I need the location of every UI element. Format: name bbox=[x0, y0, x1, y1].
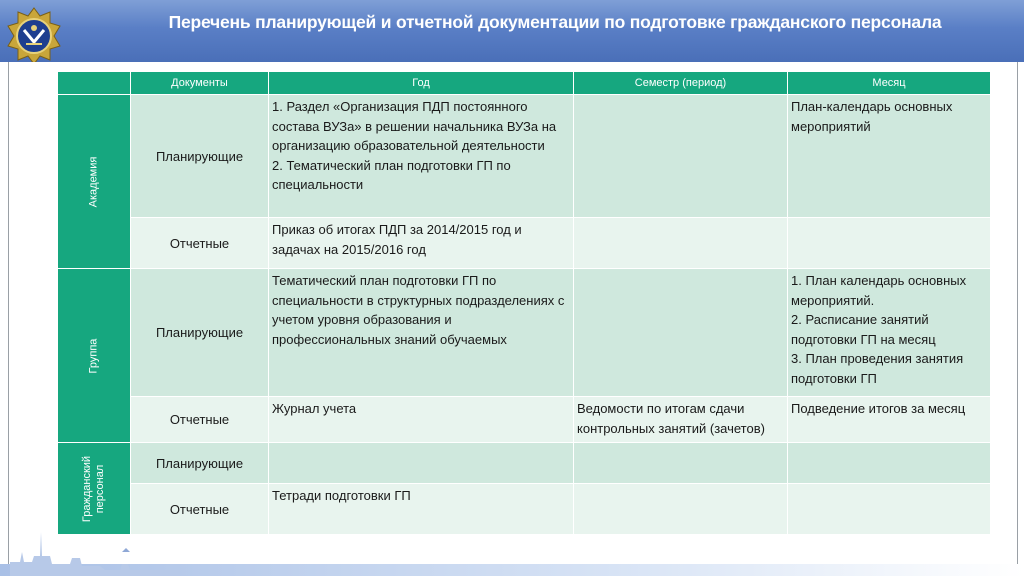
table-row bbox=[58, 443, 991, 484]
documentation-table bbox=[57, 71, 991, 535]
year-cell bbox=[269, 443, 574, 484]
month-cell bbox=[788, 484, 991, 535]
month-cell bbox=[788, 218, 991, 269]
semester-cell bbox=[574, 269, 788, 397]
month-cell: Подведение итогов за месяц bbox=[788, 397, 991, 443]
group-label-academy: Академия bbox=[58, 95, 131, 269]
header-year: Год bbox=[269, 72, 574, 95]
semester-cell bbox=[574, 95, 788, 218]
month-cell bbox=[788, 443, 991, 484]
semester-cell bbox=[574, 484, 788, 535]
year-cell: Тетради подготовки ГП bbox=[269, 484, 574, 535]
doc-type-cell: Отчетные bbox=[131, 218, 269, 269]
header-month: Месяц bbox=[788, 72, 991, 95]
table-row bbox=[58, 484, 991, 535]
semester-cell: Ведомости по итогам сдачи контрольных занятий (зачетов) bbox=[574, 397, 788, 443]
academy-emblem-icon bbox=[4, 6, 64, 68]
table-row bbox=[58, 218, 991, 269]
city-skyline-icon bbox=[10, 512, 180, 576]
title-bar bbox=[0, 0, 1024, 62]
year-cell: Приказ об итогах ПДП за 2014/2015 год и задачах на 2015/2016 год bbox=[269, 218, 574, 269]
doc-type-cell: Отчетные bbox=[131, 484, 269, 535]
doc-type-cell: Планирующие bbox=[131, 269, 269, 397]
year-cell: Журнал учета bbox=[269, 397, 574, 443]
doc-type-cell: Планирующие bbox=[131, 443, 269, 484]
year-cell: Тематический план подготовки ГП по специальности в структурных подразделениях с учетом уровня образования и профессиональных знаний обучаемых bbox=[269, 269, 574, 397]
doc-type-cell: Отчетные bbox=[131, 397, 269, 443]
group-label-civil-staff: Гражданский персонал bbox=[58, 443, 131, 535]
month-cell: План-календарь основных мероприятий bbox=[788, 95, 991, 218]
month-cell: 1. План календарь основных мероприятий. 2. Расписание занятий подготовки ГП на месяц 3. План проведения занятия подготовки ГП bbox=[788, 269, 991, 397]
slide-title: Перечень планирующей и отчетной документации по подготовке гражданского персонала bbox=[168, 12, 942, 32]
year-cell: 1. Раздел «Организация ПДП постоянного состава ВУЗа» в решении начальника ВУЗа на организацию образовательной деятельности 2. Тематический план подготовки ГП по специальности bbox=[269, 95, 574, 218]
semester-cell bbox=[574, 443, 788, 484]
header-semester: Семестр (период) bbox=[574, 72, 788, 95]
header-documents: Документы bbox=[131, 72, 269, 95]
doc-type-cell: Планирующие bbox=[131, 95, 269, 218]
table-row bbox=[58, 397, 991, 443]
group-label-group: Группа bbox=[58, 269, 131, 443]
table-row bbox=[58, 95, 991, 218]
header-corner bbox=[58, 72, 131, 95]
semester-cell bbox=[574, 218, 788, 269]
table-row bbox=[58, 269, 991, 397]
table-header-row bbox=[58, 72, 991, 95]
